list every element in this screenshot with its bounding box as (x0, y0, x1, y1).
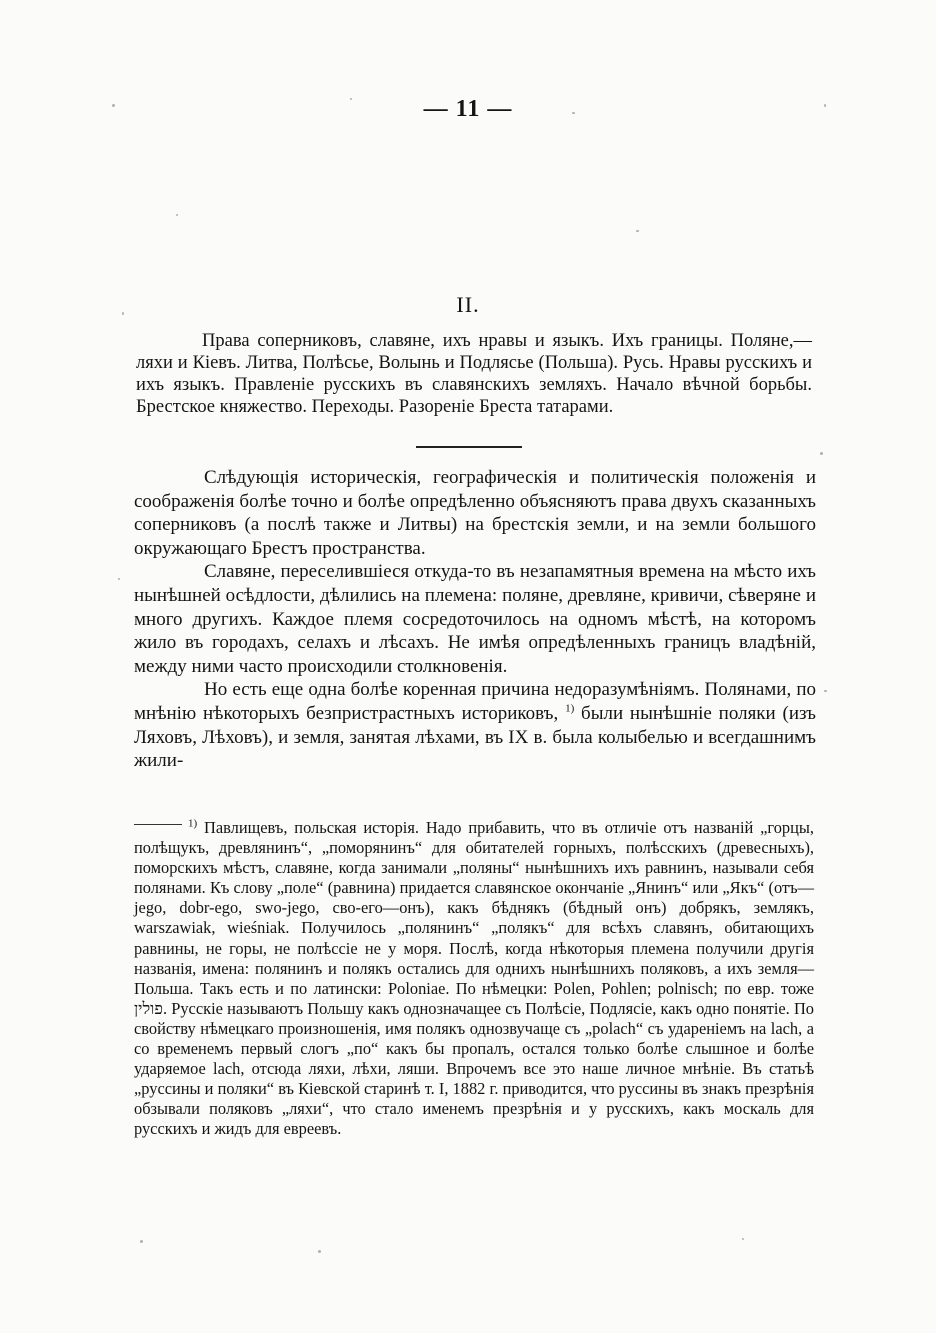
speck (824, 690, 827, 692)
speck (176, 214, 178, 216)
speck (112, 104, 115, 107)
footnote-reference: 1) (565, 702, 575, 715)
speck (122, 312, 124, 315)
paragraph-3 (134, 678, 816, 772)
paragraph-3-start: Но есть еще одна болѣе коренная причина недоразумѣніямъ. Полянами, по мнѣнію нѣкоторыхъ безпристрастныхъ историковъ, (134, 679, 816, 724)
speck (636, 230, 639, 232)
footnote-text: Павлищевъ, польская исторія. Надо прибавить, что въ отличіе отъ названій „горцы, полѣщукъ, древлянинъ“, „поморянинъ“ для обитателей горныхъ, полѣсскихъ (древесныхъ), поморскихъ мѣстъ, славяне, когда занимали „поляны“ нынѣшнихъ ихъ равнинъ, называли себя полянами. Къ слову „поле“ (равнина) придается славянское окончаніе „Янинъ“ или „Якъ“ (отъ—jego, dobr-ego, swo-jego, сво-его—онъ), какъ бѣднякъ (бѣдный онъ) добрякъ, землякъ, warszawiak, wieśniak. Получилось „полянинъ“ „полякъ“ для всѣхъ славянъ, обитающихъ равнины, не горы, не полѣсcіе не у моря. Послѣ, когда нѣкоторыя племена получили другія названія, имена: полянинъ и полякъ остались для однихъ нынѣшнихъ поляковъ, а ихъ земля—Польша. Такъ есть и по латински: Poloniae. По нѣмецки: Polen, Pohlen; polnisch; по евр. тоже פולין. Русскіе называютъ Польшу какъ однозначащее съ Полѣсіе, Подлясіе, какъ одно понятіе. По свойству нѣмецкаго произношенія, имя полякъ однозвучаще съ „polach“ съ удареніемъ на lach, а со временемъ первый слогъ „по“ какъ бы пропалъ, остался только болѣе слышное и болѣе ударяемое lach, отсюда ляхи, лѣхи, ляши. Впрочемъ все это наше личное мнѣніе. Въ статьѣ „руссины и поляки“ въ Кіевской старинѣ т. I, 1882 г. приводится, что руссины въ знакъ презрѣнія обзывали поляковъ „ляхи“, что стало именемъ презрѣнія и у русскихъ, какъ москаль для русскихъ и жидъ для евреевъ. (134, 818, 814, 1139)
chapter-summary: Права соперниковъ, славяне, ихъ нравы и языкъ. Ихъ границы. Поляне,—ляхи и Кіевъ. Литва, Полѣсье, Волынь и Подлясье (Польша). Русь. Нравы русскихъ и ихъ языкъ. Правленіе русскихъ въ славянскихъ земляхъ. Начало вѣчной борьбы. Брестское княжество. Переходы. Разореніе Бреста татарами. (136, 331, 812, 417)
chapter-heading: II. (456, 292, 480, 317)
speck (572, 112, 575, 114)
speck (820, 452, 823, 455)
main-text (134, 466, 816, 773)
paragraph-1: Слѣдующія историческія, географическія и политическія положенія и соображенія болѣе точно и болѣе опредѣленно объясняютъ права двухъ сказанныхъ соперниковъ (а послѣ также и Литвы) на брестскія земли, и на земли большого окружающаго Брестъ пространства. (134, 467, 816, 559)
section-divider (416, 446, 522, 448)
speck (742, 1238, 744, 1240)
speck (140, 1240, 143, 1243)
speck (118, 578, 120, 580)
paragraph-3-end: были нынѣшніе поляки (изъ Ляховъ, Лѣховъ), и земля, занятая лѣхами, въ IX в. была колыбелью и всегдашнимъ жили- (134, 702, 817, 772)
speck (350, 98, 352, 100)
page-number: — 11 — (423, 96, 513, 122)
footnote (134, 818, 814, 1140)
footnote-marker: 1) (188, 817, 198, 830)
paragraph-2: Славяне, переселившіеся откуда-то въ незапамятныя времена на мѣсто ихъ нынѣшней осѣдлости, дѣлились на племена: поляне, древляне, кривичи, сѣверяне и много другихъ. Каждое племя сосредоточилось на одномъ мѣстѣ, на которомъ жило въ городахъ, селахъ и лѣсахъ. Не имѣя опредѣленныхъ границъ владѣній, между ними часто происходили столкновенія. (134, 561, 816, 677)
speck (824, 104, 826, 107)
speck (318, 1250, 321, 1253)
